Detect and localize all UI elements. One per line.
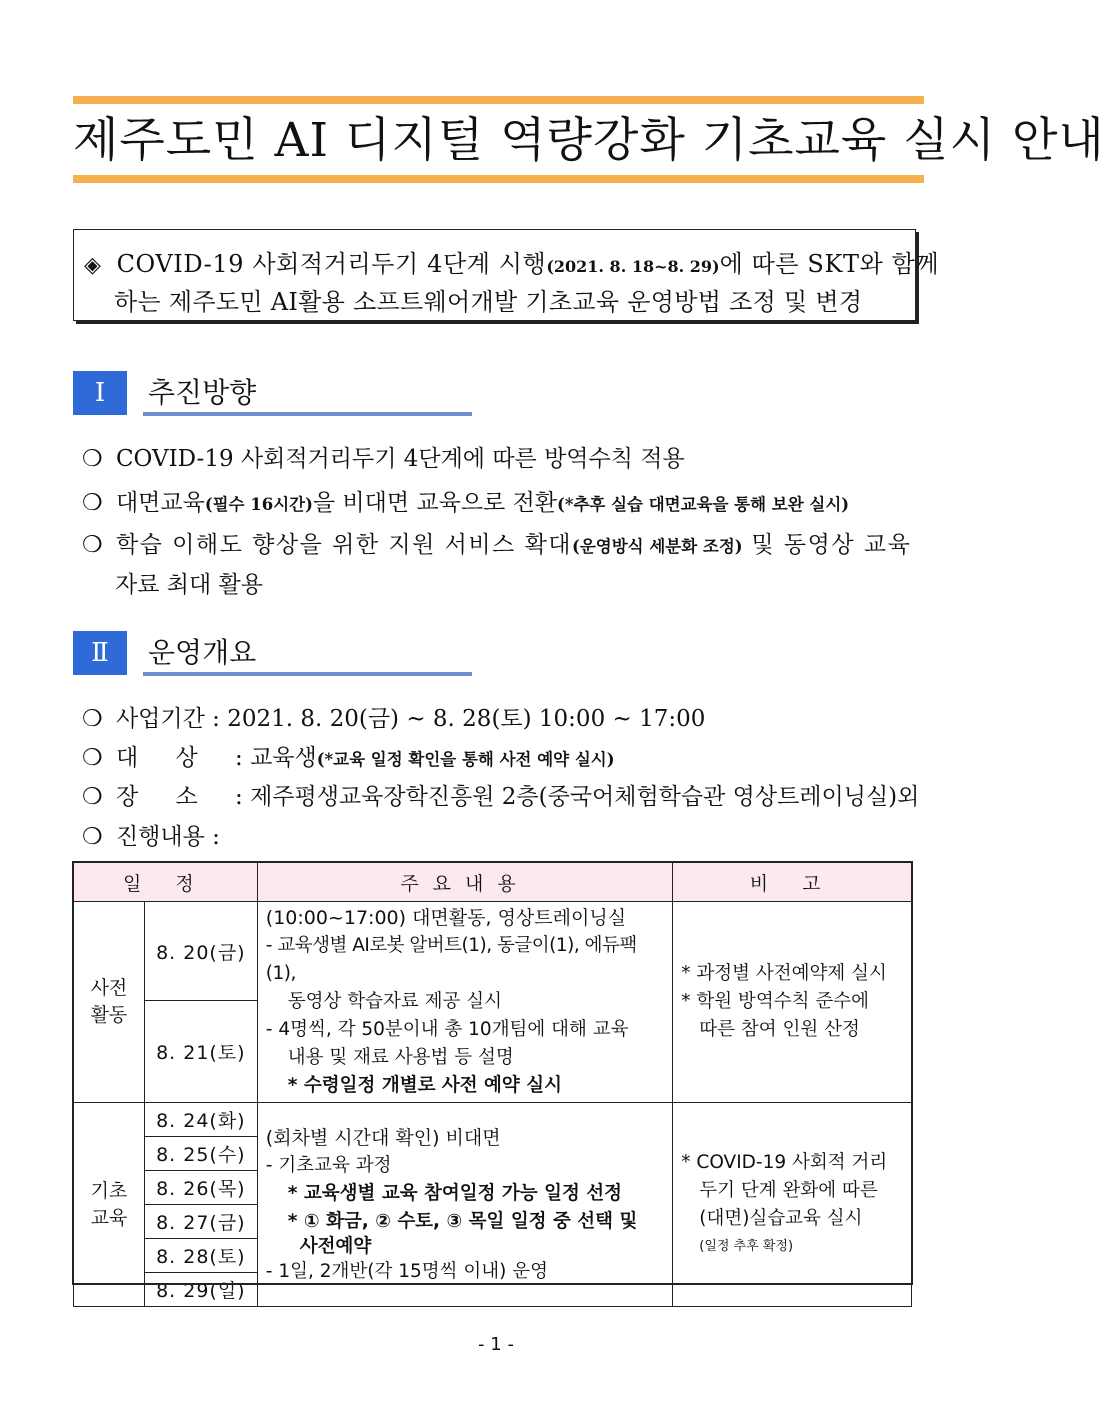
bullet-item: ❍ 장 소 : 제주평생교육장학진흥원 2층(중국어체험학습관 영상트레이닝실)외 xyxy=(82,784,920,810)
circle-bullet-icon: ❍ xyxy=(82,446,103,472)
content-cell: (회차별 시간대 확인) 비대면 - 기초교육 과정 * 교육생별 교육 참여일정 가능 일정 선정 * ① 화금, ② 수토, ③ 목일 일정 중 선택 및 사전예약 - 1일, 2개반(각 15명씩 이내) 운영 xyxy=(257,1103,672,1307)
header-note: 비 고 xyxy=(673,863,912,902)
table-row xyxy=(74,1103,912,1137)
bullet-item: ❍ 사업기간 : 2021. 8. 20(금) ~ 8. 28(토) 10:00 ~ 17:00 xyxy=(82,706,706,732)
bullet-continuation: 자료 최대 활용 xyxy=(115,572,263,598)
circle-bullet-icon: ❍ xyxy=(82,745,103,771)
notice-line-1 xyxy=(84,244,939,279)
content-cell: (10:00~17:00) 대면활동, 영상트레이닝실 - 교육생별 AI로봇 알버트(1), 동글이(1), 에듀팩(1), 동영상 학습자료 제공 실시 - 4명씩, 각 50분이내 총 10개팀에 대해 교육 내용 및 재료 사용법 등 설명 * 수령일정 개별로 사전 예약 실시 xyxy=(257,902,672,1103)
notice-text-b: 에 따른 SKT와 함께 xyxy=(719,250,940,278)
page-title: 제주도민 AI 디지털 역량강화 기초교육 실시 안내 xyxy=(73,113,1105,168)
title-top-bar xyxy=(73,96,924,104)
bullet-item: ❍ COVID-19 사회적거리두기 4단계에 따른 방역수칙 적용 xyxy=(82,446,685,472)
circle-bullet-icon: ❍ xyxy=(82,824,103,850)
page-number: - 1 - xyxy=(478,1334,514,1355)
title-bottom-bar xyxy=(73,175,924,183)
notice-text-a: COVID-19 사회적거리두기 4단계 시행 xyxy=(116,250,547,278)
section-1-underline xyxy=(143,412,472,416)
date-cell: 8. 24(화) xyxy=(144,1103,257,1137)
note-cell: * COVID-19 사회적 거리 두기 단계 완화에 따른 (대면)실습교육 실시 (일정 추후 확정) xyxy=(673,1103,912,1307)
note-cell: * 과정별 사전예약제 실시 * 학원 방역수칙 준수에 따른 참여 인원 산정 xyxy=(673,902,912,1103)
date-cell: 8. 29(일) xyxy=(144,1273,257,1307)
notice-line-2: 하는 제주도민 AI활용 소프트웨어개발 기초교육 운영방법 조정 및 변경 xyxy=(114,288,863,316)
table-header-row xyxy=(74,863,912,902)
section-1-number: Ⅰ xyxy=(73,371,127,415)
circle-bullet-icon: ❍ xyxy=(82,706,103,732)
category-cell: 사전 활동 xyxy=(74,902,145,1103)
section-1-title: 추진방향 xyxy=(148,376,257,409)
header-content: 주요내용 xyxy=(257,863,672,902)
bullet-item: ❍ 대면교육(필수 16시간)을 비대면 교육으로 전환(*추후 실습 대면교육을 통해 보완 실시) xyxy=(82,490,850,516)
bullet-item: ❍ 대 상 : 교육생(*교육 일정 확인을 통해 사전 예약 실시) xyxy=(82,745,615,771)
section-2-title: 운영개요 xyxy=(148,636,257,669)
date-cell: 8. 28(토) xyxy=(144,1239,257,1273)
notice-date: (2021. 8. 18~8. 29) xyxy=(546,257,720,276)
section-2-underline xyxy=(143,672,472,676)
date-cell: 8. 26(목) xyxy=(144,1171,257,1205)
circle-bullet-icon: ❍ xyxy=(82,532,103,558)
date-cell: 8. 20(금) xyxy=(144,902,257,1001)
date-cell: 8. 21(토) xyxy=(144,1001,257,1103)
header-schedule: 일 정 xyxy=(74,863,258,902)
bullet-item: ❍ 학습 이해도 향상을 위한 지원 서비스 확대(운영방식 세분화 조정) 및 동영상 교육 xyxy=(82,532,912,558)
circle-bullet-icon: ❍ xyxy=(82,490,103,516)
category-cell: 기초 교육 xyxy=(74,1103,145,1307)
diamond-icon: ◈ xyxy=(84,253,101,278)
table-row xyxy=(74,902,912,1001)
date-cell: 8. 25(수) xyxy=(144,1137,257,1171)
date-cell: 8. 27(금) xyxy=(144,1205,257,1239)
schedule-table xyxy=(73,862,912,1307)
bullet-item: ❍ 진행내용 : xyxy=(82,824,220,850)
section-2-number: Ⅱ xyxy=(73,631,127,675)
circle-bullet-icon: ❍ xyxy=(82,784,103,810)
